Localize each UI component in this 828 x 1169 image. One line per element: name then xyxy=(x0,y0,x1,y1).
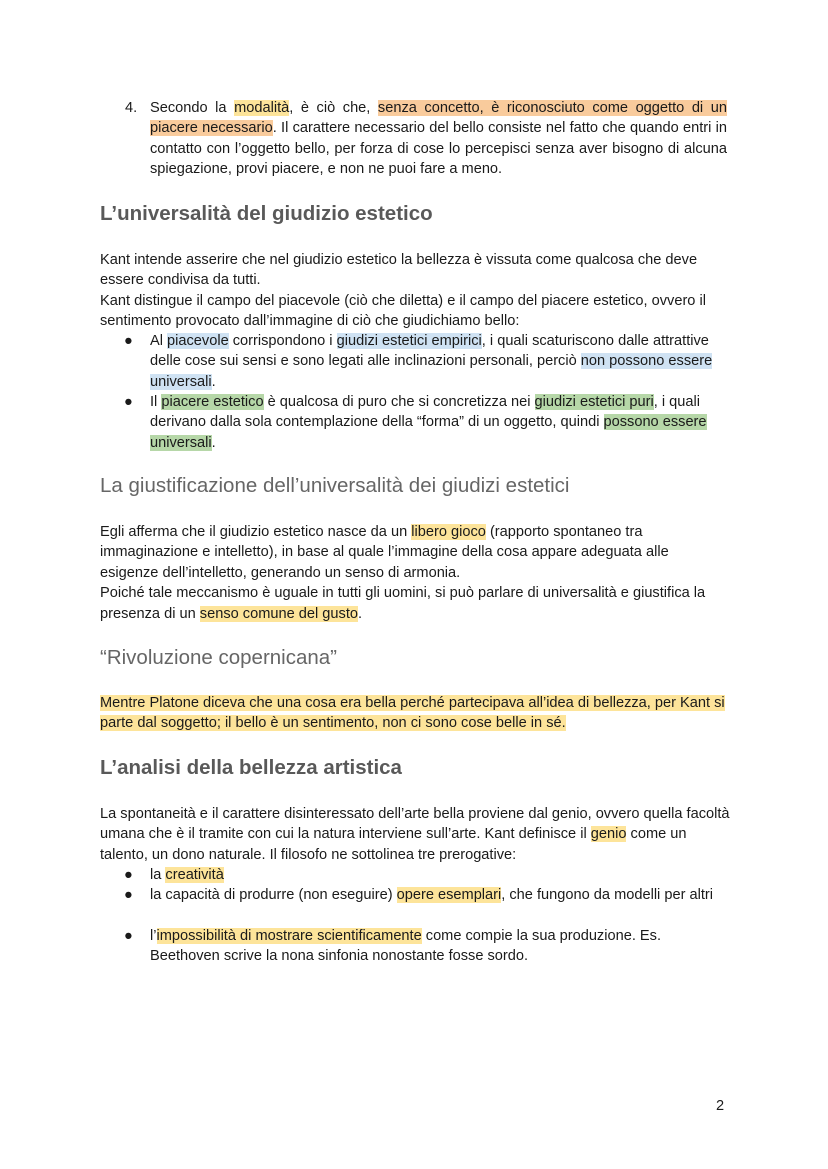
section-heading: L’analisi della bellezza artistica xyxy=(100,756,402,779)
section-heading: “Rivoluzione copernicana” xyxy=(100,646,338,669)
highlight: libero gioco xyxy=(411,524,486,540)
list-item: Il piacere estetico è qualcosa di puro che si concretizza nei giudizi estetici puri, i quali derivano dalla sola contemplazione della “forma” di un oggetto, quindi possono essere universali. xyxy=(150,394,707,451)
highlight: modalità xyxy=(234,100,290,116)
list-item: l’impossibilità di mostrare scientificamente come compie la sua produzione. Es. Beethoven scrive la nona sinfonia nonostante fosse sordo. xyxy=(150,928,662,965)
highlight: giudizi estetici empirici xyxy=(336,333,482,349)
highlight: non possono essere universali xyxy=(150,353,713,390)
highlight: senso comune del gusto xyxy=(199,605,358,622)
highlight: piacere estetico xyxy=(161,394,264,410)
page-number: 2 xyxy=(716,1098,725,1114)
highlight: creatività xyxy=(165,867,224,883)
list-item: Al piacevole corrispondono i giudizi estetici empirici, i quali scaturiscono dalle attrattive delle cose sui sensi e sono legati alle inclinazioni personali, perciò non possono essere universali. xyxy=(150,333,713,390)
list-item: la creatività xyxy=(150,867,224,883)
bullet-icon: ● xyxy=(124,867,133,883)
bullet-icon: ● xyxy=(124,394,133,410)
bullet-icon: ● xyxy=(124,928,133,944)
bullet-icon: ● xyxy=(124,333,133,349)
highlight: giudizi estetici puri xyxy=(534,394,654,410)
paragraph xyxy=(100,693,730,734)
paragraph: Egli afferma che il giudizio estetico nasce da un libero gioco (rapporto spontaneo tra immaginazione e intelletto), in base al quale l’immagine della cosa appare adeguata alle esigenze dell’intelletto, generando un senso di armonia. Poiché tale meccanismo è uguale in tutti gli uomini, si può parlare di universalità e giustifica la presenza di un senso comune del gusto. xyxy=(100,524,706,622)
section-heading: L’universalità del giudizio estetico xyxy=(100,202,433,225)
list-item-4: Secondo la modalità, è ciò che, senza concetto, è riconosciuto come oggetto di un piacere necessario. Il carattere necessario del bello consiste nel fatto che quando entri in contatto con l’oggetto bello, per forza di cose lo percepisci senza aver bisogno di alcuna spiegazione, provi piacere, e non ne puoi fare a meno. xyxy=(150,100,727,178)
bullet-icon: ● xyxy=(124,887,133,903)
paragraph: Kant intende asserire che nel giudizio estetico la bellezza è vissuta come qualcosa che deve essere condivisa da tutti. Kant distingue il campo del piacevole (ciò che diletta) e il campo del piacere estetico, ovvero il sentimento provocato dall’immagine di ciò che giudichiamo bello: xyxy=(100,252,706,330)
highlight: senza concetto, è riconosciuto come oggetto di un piacere necessario xyxy=(150,100,727,137)
highlight: impossibilità di mostrare scientificamente xyxy=(156,928,422,944)
highlight: genio xyxy=(590,826,627,843)
highlight: possono essere universali xyxy=(150,414,707,451)
list-item: la capacità di produrre (non eseguire) opere esemplari, che fungono da modelli per altri xyxy=(150,887,714,903)
section-heading: La giustificazione dell’universalità dei giudizi estetici xyxy=(100,474,570,497)
list-number: 4. xyxy=(125,100,138,116)
highlight: Mentre Platone diceva che una cosa era bella perché partecipava all’idea di bellezza, per Kant si parte dal soggetto; il bello è un sentimento, non ci sono cose belle in sé. xyxy=(100,695,725,732)
highlight: piacevole xyxy=(167,333,229,349)
paragraph: La spontaneità e il carattere disinteressato dell’arte bella proviene dal genio, ovvero quella facoltà umana che è il tramite con cui la natura interviene sull’arte. Kant definisce il genio come un talento, un dono naturale. Il filosofo ne sottolinea tre prerogative: xyxy=(100,806,730,863)
highlight: opere esemplari xyxy=(396,887,502,903)
